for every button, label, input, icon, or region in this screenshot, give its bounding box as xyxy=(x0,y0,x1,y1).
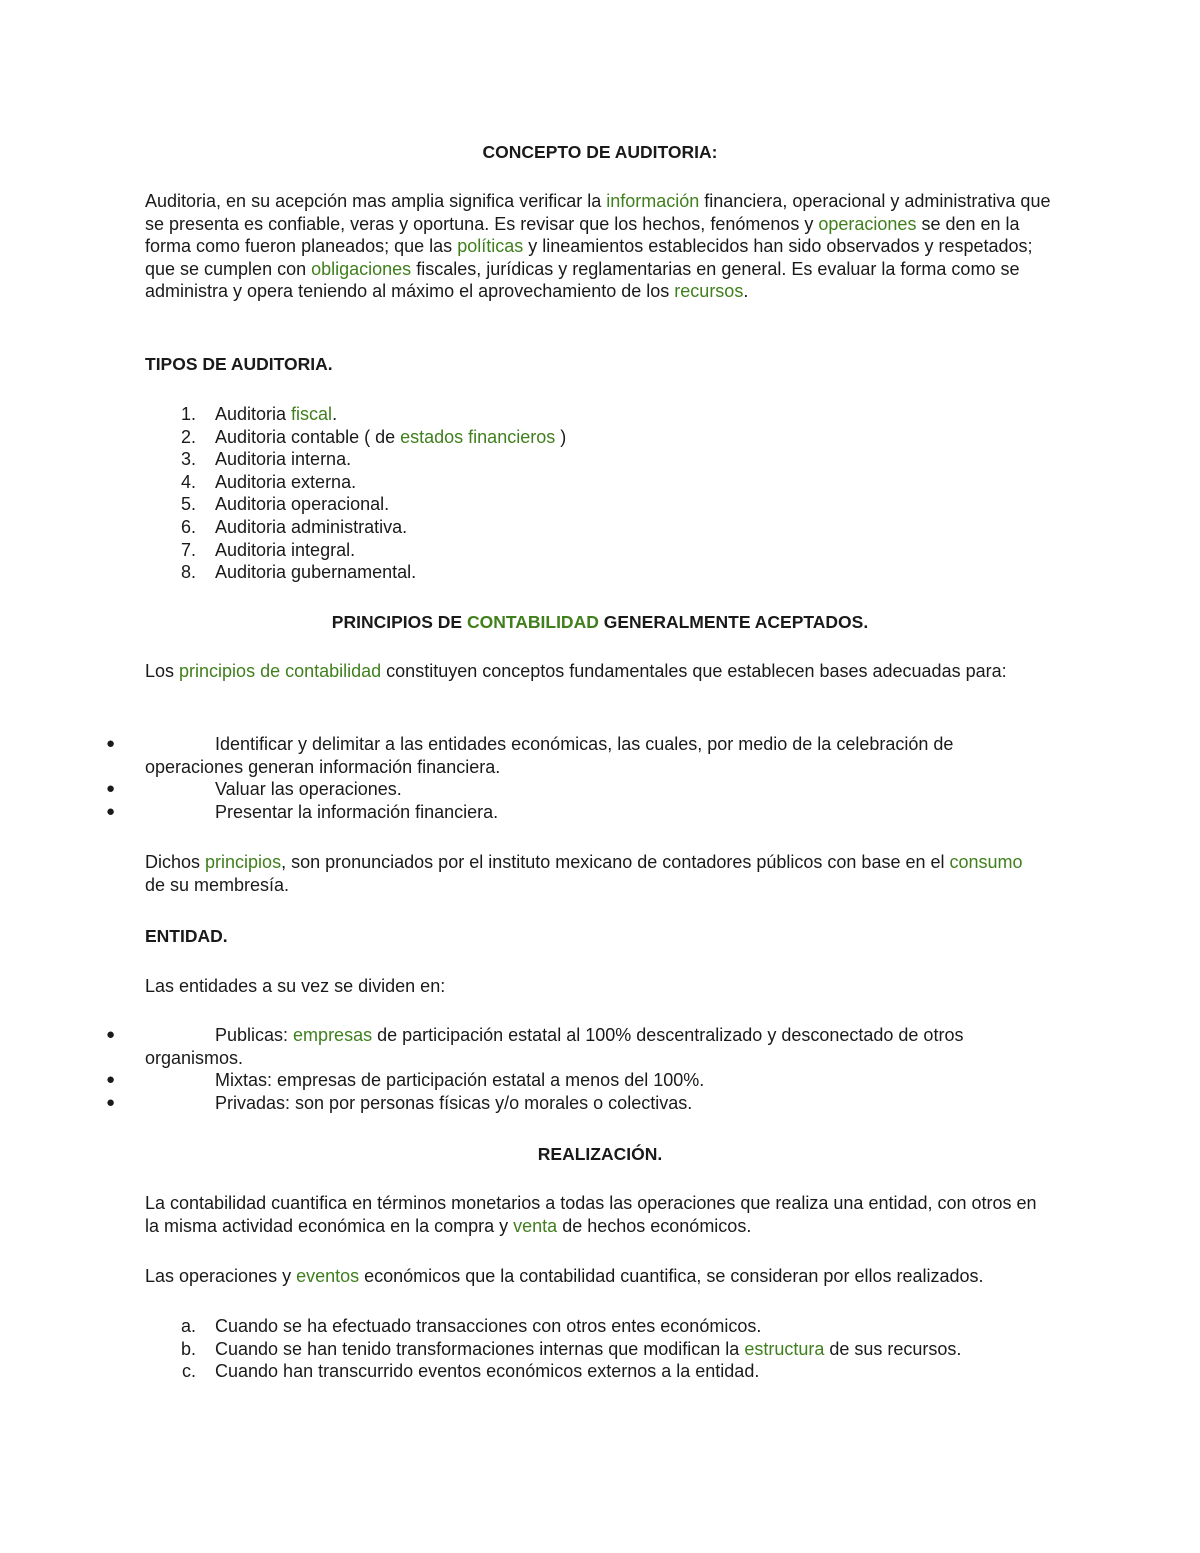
list-item-text-cont: operaciones generan información financiera. xyxy=(145,757,501,777)
list-item-marker: 8. xyxy=(180,562,196,583)
bullet-icon: ● xyxy=(106,802,116,820)
list-item xyxy=(0,448,1200,471)
inline-link[interactable]: obligaciones xyxy=(311,258,412,279)
list-item xyxy=(0,778,1200,801)
list-item-text-a: Publicas: xyxy=(215,1025,294,1045)
list-item-marker: 4. xyxy=(180,471,196,492)
text-run: de sus recursos. xyxy=(824,1338,962,1359)
list-item-text xyxy=(215,1024,963,1047)
list-item xyxy=(0,1092,1200,1115)
entidad-heading: ENTIDAD. xyxy=(145,926,228,946)
list-item-marker: a. xyxy=(180,1316,196,1336)
list-item-marker: c. xyxy=(181,1361,196,1382)
text-run: ) xyxy=(555,426,567,447)
dichos-paragraph xyxy=(145,851,1045,896)
bullet-icon: ● xyxy=(106,1026,116,1043)
list-item-marker: 1. xyxy=(180,404,196,424)
inline-link[interactable]: estados financieros xyxy=(400,426,556,447)
text-run: económicos que la contabilidad cuantifica, se consideran por ellos realizados. xyxy=(359,1266,984,1286)
tipos-heading: TIPOS DE AUDITORIA. xyxy=(145,354,333,374)
list-item-text xyxy=(215,1338,961,1361)
inline-link[interactable]: información xyxy=(606,191,700,211)
bullet-icon: ● xyxy=(106,1071,116,1088)
principios-heading-text: PRINCIPIOS DE xyxy=(331,612,467,632)
list-item xyxy=(0,1315,1200,1338)
list-item xyxy=(0,1069,1200,1092)
realizacion-paragraph-1 xyxy=(145,1192,1050,1237)
text-run: Auditoria contable ( de xyxy=(215,426,401,447)
list-item xyxy=(0,801,1200,824)
text-run: constituyen conceptos fundamentales que establecen bases adecuadas para: xyxy=(381,661,1007,681)
text-run: Cuando se ha efectuado transacciones con otros entes económicos. xyxy=(215,1316,762,1336)
list-item-text xyxy=(215,1315,761,1338)
list-item-text: Presentar la información financiera. xyxy=(215,801,499,822)
list-item xyxy=(0,1024,1200,1069)
list-item-text xyxy=(215,493,389,516)
contabilidad-link[interactable]: CONTABILIDAD xyxy=(466,612,599,632)
list-item xyxy=(0,561,1200,584)
bullet-icon: ● xyxy=(106,1093,116,1111)
list-item-marker: 7. xyxy=(180,539,196,560)
inline-link[interactable]: consumo xyxy=(949,852,1023,872)
inline-link[interactable]: principios de contabilidad xyxy=(179,661,382,681)
bullet-icon: ● xyxy=(106,735,116,752)
text-run: . xyxy=(743,281,749,302)
text-run: fiscales, jurídicas y reglamentarias en general. Es evaluar la forma como se administra y opera teniendo al máximo el aprovechamiento de los xyxy=(145,258,1020,302)
principios-bullet-list xyxy=(0,733,1200,823)
text-run: Auditoria gubernamental. xyxy=(215,562,417,583)
text-run: de hechos económicos. xyxy=(557,1215,752,1236)
intro-paragraph xyxy=(145,190,1065,303)
text-run: La contabilidad cuantifica en términos monetarios a todas las operaciones que realiza una entidad, con otros en la misma actividad económica en la compra y xyxy=(145,1193,1037,1236)
text-run: Cuando han transcurrido eventos económicos externos a la entidad. xyxy=(215,1361,760,1382)
text-run: Cuando se han tenido transformaciones internas que modifican la xyxy=(215,1338,745,1359)
list-item-text xyxy=(215,1360,759,1383)
text-run: se den en la forma como fueron planeados; que las xyxy=(145,213,1020,257)
text-run: de su membresía. xyxy=(145,874,290,895)
realizacion-paragraph-2 xyxy=(145,1265,984,1288)
text-run: Auditoria administrativa. xyxy=(215,516,408,537)
list-item-text: Mixtas: empresas de participación estatal a menos del 100%. xyxy=(215,1070,705,1090)
list-item-marker: 5. xyxy=(180,494,196,515)
realizacion-heading: REALIZACIÓN. xyxy=(537,1144,663,1164)
list-item-text: Identificar y delimitar a las entidades económicas, las cuales, por medio de la celebración de xyxy=(215,734,954,754)
text-run: . xyxy=(332,404,338,424)
bullet-icon: ● xyxy=(106,780,116,797)
text-run: Dichos xyxy=(145,852,206,872)
text-run: financiera, operacional y administrativa que se presenta es confiable, veras y oportuna. Es revisar que los hechos, fenómenos y xyxy=(145,191,1051,234)
inline-link[interactable]: operaciones xyxy=(818,213,917,234)
list-item-text: Valuar las operaciones. xyxy=(215,779,402,799)
list-item-marker: 3. xyxy=(180,449,196,470)
principios-heading xyxy=(0,611,1200,634)
list-item xyxy=(0,403,1200,426)
list-item-marker: b. xyxy=(180,1338,196,1359)
list-item xyxy=(0,493,1200,516)
text-run: y lineamientos establecidos han sido observados y respetados; que se cumplen con xyxy=(145,236,1033,279)
inline-link[interactable]: principios xyxy=(205,852,282,872)
list-item-text xyxy=(215,516,407,539)
principios-intro-paragraph xyxy=(145,660,1045,683)
list-item-text xyxy=(215,426,566,449)
text-run: Auditoria integral. xyxy=(215,539,356,560)
list-item xyxy=(0,1338,1200,1361)
list-item-marker: 6. xyxy=(180,516,196,537)
list-item xyxy=(0,516,1200,539)
list-item-text xyxy=(215,448,351,471)
page-title: CONCEPTO DE AUDITORIA: xyxy=(482,142,718,162)
text-run: Auditoria, en su acepción mas amplia significa verificar la xyxy=(145,191,607,211)
entidad-bullet-list xyxy=(0,1024,1200,1114)
text-run: Auditoria operacional. xyxy=(215,494,390,515)
text-run: Auditoria xyxy=(215,404,292,424)
list-item-text xyxy=(215,471,356,494)
list-item-text-b: de participación estatal al 100% descentralizado y desconectado de otros xyxy=(372,1025,964,1045)
list-item xyxy=(0,471,1200,494)
list-item xyxy=(0,426,1200,449)
inline-link[interactable]: recursos xyxy=(674,281,744,302)
list-item-text xyxy=(215,539,355,562)
list-item xyxy=(0,539,1200,562)
entidad-intro: Las entidades a su vez se dividen en: xyxy=(145,976,446,996)
inline-link[interactable]: políticas xyxy=(457,236,524,257)
list-item-text: Privadas: son por personas físicas y/o morales o colectivas. xyxy=(215,1092,693,1113)
inline-link[interactable]: estructura xyxy=(744,1338,825,1359)
text-run: Los xyxy=(145,661,180,681)
list-item xyxy=(0,733,1200,778)
principios-heading-text-end: GENERALMENTE ACEPTADOS. xyxy=(598,612,869,632)
list-item-text xyxy=(215,403,337,426)
inline-link[interactable]: venta xyxy=(513,1215,558,1236)
list-item xyxy=(0,1360,1200,1383)
tipos-list xyxy=(0,403,1200,584)
text-run: Auditoria externa. xyxy=(215,471,357,492)
inline-link[interactable]: fiscal xyxy=(291,404,333,424)
realizacion-list xyxy=(0,1315,1200,1383)
list-item-text xyxy=(215,561,416,584)
list-item-marker: 2. xyxy=(180,426,196,447)
text-run: , son pronunciados por el instituto mexicano de contadores públicos con base en el xyxy=(281,852,950,872)
text-run: Auditoria interna. xyxy=(215,449,352,470)
empresas-link[interactable]: empresas xyxy=(293,1025,373,1045)
text-run: Las operaciones y xyxy=(145,1266,297,1286)
list-item-text-cont: organismos. xyxy=(145,1048,244,1068)
inline-link[interactable]: eventos xyxy=(296,1266,360,1286)
